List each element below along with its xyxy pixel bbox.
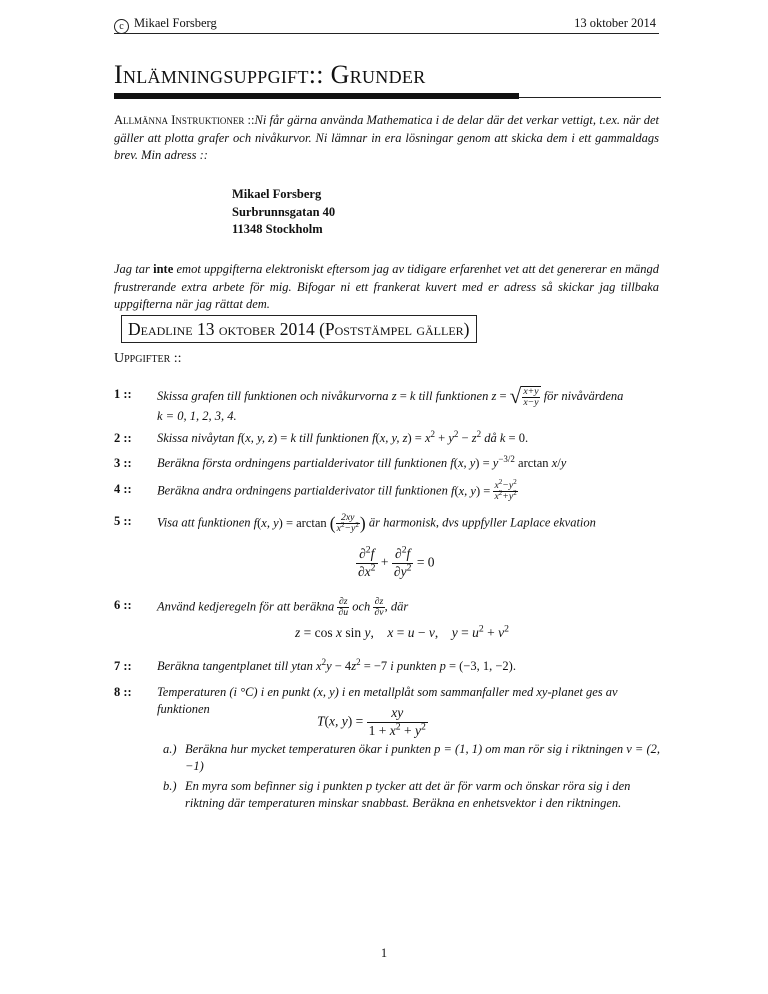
subtask-text: En myra som befinner sig i punkten p tycker att det är för varm och önskar röra sig i den riktning där temperaturen minskar snabbast. Beräkna en enhetsvektor i den riktningen. <box>185 779 631 810</box>
tasks-heading: Uppgifter :: <box>114 351 182 366</box>
task-3: 3 :: Beräkna första ordningens partialderivator till funktionen f(x, $y) = y^{-3/2}$ arctan x/y <box>114 453 567 470</box>
subtask-b <box>163 778 663 812</box>
task-7: 7 :: Beräkna tangentplanet till ytan $x^2y - 4z^2 = -7$ i punkten p = (−3, 1, −2). <box>114 656 516 673</box>
subtask-text: Beräkna hur mycket temperaturen ökar i punkten p = (1, 1) om man rör sig i riktningen v = (2, −1) <box>185 742 660 773</box>
instructions-paragraph <box>114 112 659 165</box>
chain-rule-definitions: z = cos x sin y, x = u − v, $y = u^2 + v^2$ <box>295 623 509 640</box>
sqrt-expression: √ $\frac{x+y}{x-y}$ <box>509 384 539 409</box>
math-expression: f(x, y) = $\frac{x^2-y^2}{x^2+y^2}$ <box>450 477 517 503</box>
instructions-text: Ni får gärna använda Mathematica i de delar där det verkar vettigt, t.ex. när det gäller att plotta grafer och nivåkurvor. Ni lämnar in era lösningar genom att skicka dem i ett gammaldags brev. Min adress :: <box>114 113 659 162</box>
math-expression: f(x, $y) = y^{-3/2}$ arctan x/y <box>450 453 567 470</box>
math-expression: p = (−3, 1, −2). <box>439 659 516 673</box>
task-1: 1 :: Skissa grafen till funktionen och nivåkurvorna z = k till funktionen z = √ $\frac{x+y}{x-y}$ för nivåvärdena k = 0, 1, 2, 3, 4. <box>114 384 624 424</box>
address-line: Surbrunnsgatan 40 <box>232 204 336 219</box>
task-number: 1 :: <box>114 387 132 401</box>
page-title: Inlämningsuppgift:: Grunder <box>114 60 426 89</box>
address-line: 11348 Stockholm <box>232 222 323 236</box>
math-expression: $x^2y - 4z^2 = -7$ <box>316 656 388 673</box>
task-number: 5 :: <box>114 514 132 528</box>
temperature-function: T(x, y) = $\frac{xy}{1 + x^2 + y^2}$ <box>317 705 426 738</box>
header-rule <box>114 33 659 34</box>
task-number: 2 :: <box>114 431 132 445</box>
math-expression: $\frac{\partial z}{\partial u}$ <box>338 596 349 619</box>
page-number: 1 <box>380 946 388 960</box>
task-number: 6 :: <box>114 598 132 612</box>
task-6: 6 :: Använd kedjeregeln för att beräkna $\frac{\partial z}{\partial u}$ och $\frac{\partial z}{\partial v}$ , där <box>114 596 409 619</box>
note-emphasis: inte <box>153 262 174 276</box>
task-5: 5 :: Visa att funktionen f(x, y) = arctan ( $\frac{2xy}{x^2-y^2}$ ) är harmonisk, dvs uppfyller Laplace ekvation <box>114 512 596 535</box>
task-4: 4 :: Beräkna andra ordningens partialderivator till funktionen f(x, y) = $\frac{x^2-y^2}{x^2+y^2}$ <box>114 477 517 503</box>
task-number: 8 :: <box>114 685 132 699</box>
task-number: 7 :: <box>114 659 132 673</box>
math-expression: k = 0. <box>499 431 529 445</box>
level-values: k = 0, 1, 2, 3, 4. <box>157 409 237 424</box>
math-expression: f(x, y) = arctan ( $\frac{2xy}{x^2-y^2}$ ) <box>253 512 366 535</box>
copyright-icon: c <box>114 19 129 34</box>
math-expression: f(x, y, $z) = x^2 + y^2 - z^2$ <box>372 428 482 445</box>
title-rule-thin <box>519 97 661 98</box>
math-expression: f(x, y, z) = k <box>237 431 297 445</box>
task-number: 4 :: <box>114 482 132 496</box>
math-expression: z <box>391 389 397 404</box>
math-expression: z <box>491 389 497 404</box>
subtask-a <box>163 741 663 775</box>
task-2: 2 :: Skissa nivåytan f(x, y, z) = k till funktionen f(x, y, $z) = x^2 + y^2 - z^2$ då k = 0. <box>114 428 529 445</box>
title-rule-thick <box>114 93 519 99</box>
task-8: 8 :: Temperaturen (i °C) i en punkt (x, y) i en metallplåt som sammanfaller med xy-planet ges av funktionen <box>114 685 618 716</box>
subtask-label: a.) <box>163 742 177 756</box>
postal-address <box>232 186 335 239</box>
instructions-heading: Allmänna Instruktioner :: <box>114 113 255 127</box>
header-author: c Mikael Forsberg <box>114 16 217 34</box>
task-number: 3 :: <box>114 456 132 470</box>
address-line: Mikael Forsberg <box>232 187 322 201</box>
submission-note: Jag tar inte emot uppgifterna elektroniskt eftersom jag av tidigare erfarenhet vet att det genererar en mängd frustrerande extra arbete för mig. Bifogar ni ett frankerat kuvert med er adress så skickar jag tillbaka uppgifterna när jag rättat dem. <box>114 262 660 311</box>
deadline-box: Deadline 13 oktober 2014 (Poststämpel gäller) <box>121 315 477 343</box>
math-expression: $\frac{\partial z}{\partial v}$ <box>374 596 384 619</box>
header-date: 13 oktober 2014 <box>574 16 656 30</box>
subtask-label: b.) <box>163 779 177 793</box>
laplace-equation: $\frac{\partial^2f}{\partial x^2}$ + $\frac{\partial^2f}{\partial y^2}$ = 0 <box>358 544 435 579</box>
